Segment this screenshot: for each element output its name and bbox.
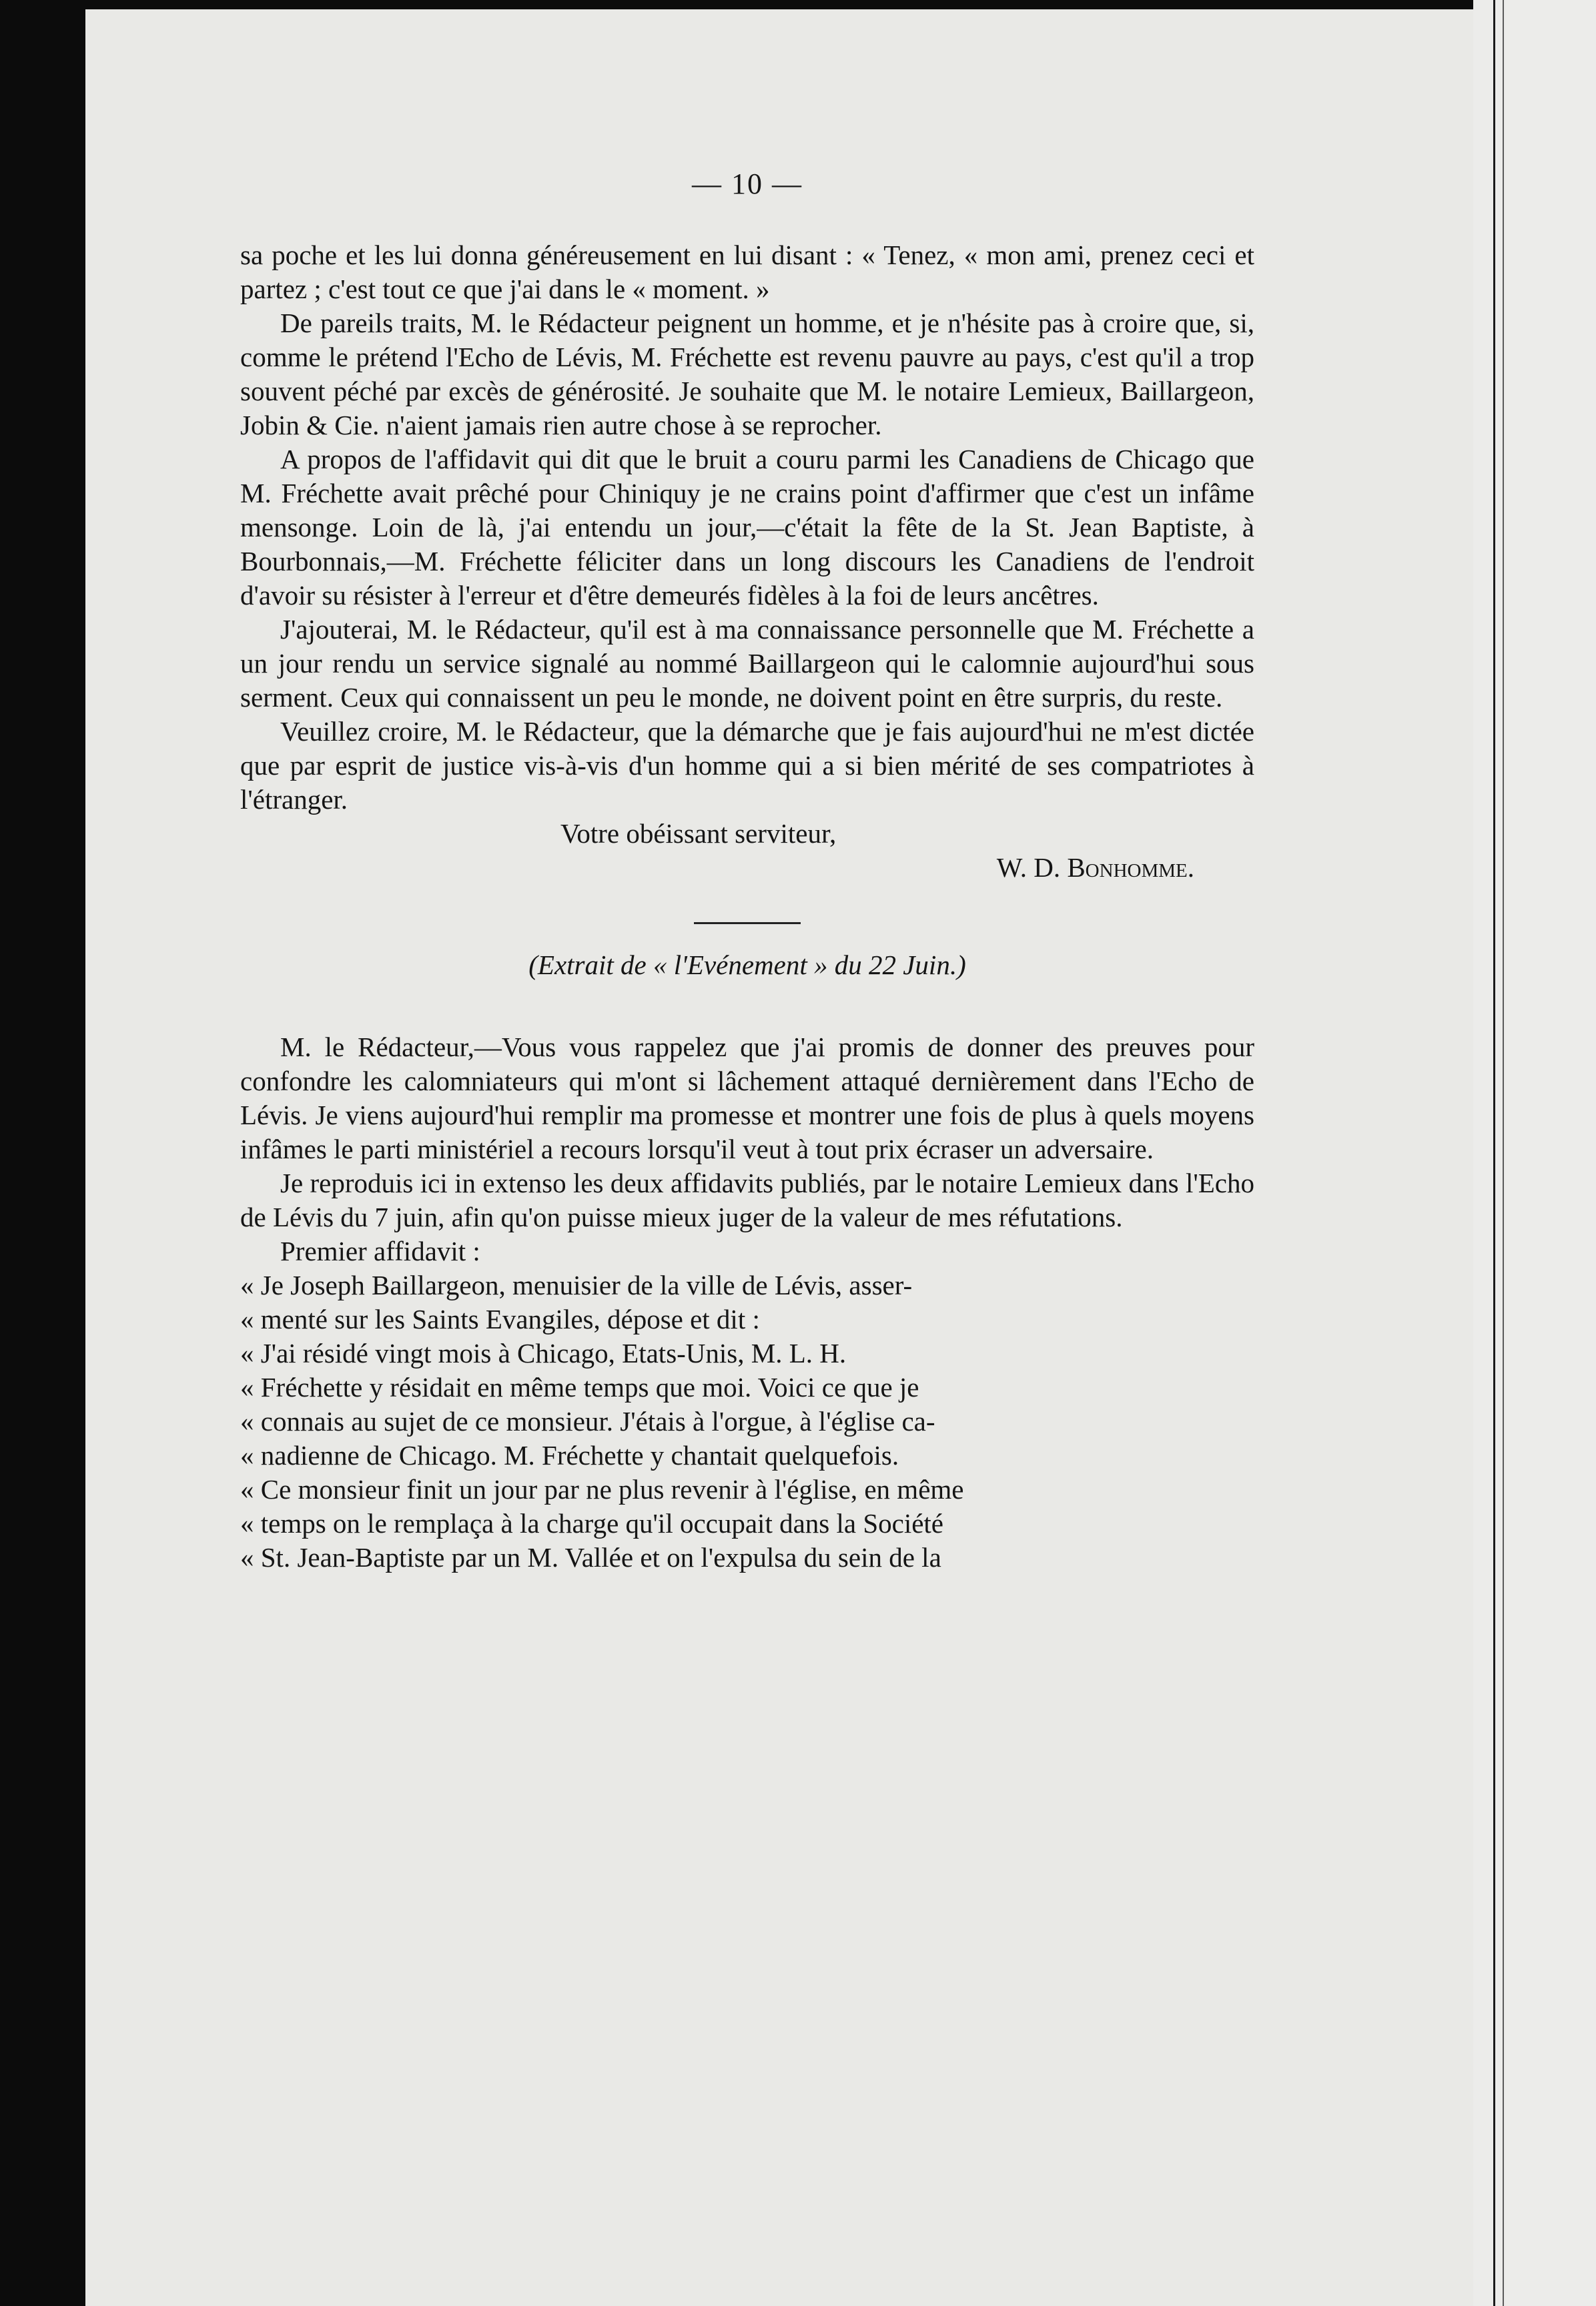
source-note: (Extrait de « l'Evénement » du 22 Juin.) xyxy=(528,949,966,980)
section-divider xyxy=(694,922,801,924)
affidavit-quote xyxy=(240,1268,1254,1575)
page-number: — 10 — xyxy=(692,167,803,200)
quote-line: « J'ai résidé vingt mois à Chicago, Etats-Unis, M. L. H. xyxy=(240,1338,847,1369)
quote-line: « temps on le remplaça à la charge qu'il occupait dans la Société xyxy=(240,1508,944,1539)
signature: W. D. Bonhomme. xyxy=(996,852,1194,883)
paragraph: sa poche et les lui donna généreusement en lui disant : « Tenez, « mon ami, prenez ceci et partez ; c'est tout ce que j'ai dans le « moment. » xyxy=(240,240,1254,304)
quote-line: « Je Joseph Baillargeon, menuisier de la ville de Lévis, asser- xyxy=(240,1270,913,1300)
quote-line: « nadienne de Chicago. M. Fréchette y chantait quelquefois. xyxy=(240,1440,899,1471)
paragraph: De pareils traits, M. le Rédacteur peignent un homme, et je n'hésite pas à croire que, si, comme le prétend l'Echo de Lévis, M. Fréchette est revenu pauvre au pays, c'est qu'il a trop souvent péché par excès de générosité. Je souhaite que M. le notaire Lemieux, Baillargeon, Jobin & Cie. n'aient jamais rien autre chose à se reprocher. xyxy=(240,308,1254,440)
page-text xyxy=(240,167,1254,1575)
page-fold-line xyxy=(1493,0,1495,2306)
paragraph: A propos de l'affidavit qui dit que le bruit a couru parmi les Canadiens de Chicago que M. Fréchette avait prêché pour Chiniquy je ne crains point d'affirmer que c'est un infâme mensonge. Loin de là, j'ai entendu un jour,—c'était la fête de la St. Jean Baptiste, à Bourbonnais,—M. Fréchette féliciter dans un long discours les Canadiens de l'endroit d'avoir su résister à l'erreur et d'être demeurés fidèles à la foi de leurs ancêtres. xyxy=(240,444,1254,611)
paragraph: Je reproduis ici in extenso les deux affidavits publiés, par le notaire Lemieux dans l'Echo de Lévis du 7 juin, afin qu'on puisse mieux juger de la valeur de mes réfutations. xyxy=(240,1168,1254,1232)
quote-line: « Ce monsieur finit un jour par ne plus revenir à l'église, en même xyxy=(240,1474,964,1505)
paragraph: Premier affidavit : xyxy=(280,1236,480,1266)
paragraph: M. le Rédacteur,—Vous vous rappelez que j'ai promis de donner des preuves pour confondre les calomniateurs qui m'ont si lâchement attaqué dernièrement dans l'Echo de Lévis. Je viens aujourd'hui remplir ma promesse et montrer une fois de plus à quels moyens infâmes le parti ministériel a recours lorsqu'il veut à tout prix écraser un adversaire. xyxy=(240,1032,1254,1164)
paragraph: Veuillez croire, M. le Rédacteur, que la démarche que je fais aujourd'hui ne m'est dictée que par esprit de justice vis-à-vis d'un homme qui a si bien mérité de ses compatriotes à l'étranger. xyxy=(240,716,1254,815)
quote-line: « menté sur les Saints Evangiles, dépose et dit : xyxy=(240,1304,760,1334)
quote-line: « connais au sujet de ce monsieur. J'étais à l'orgue, à l'église ca- xyxy=(240,1406,935,1437)
adjacent-page-edge xyxy=(1473,0,1596,2306)
page-fold-shadow xyxy=(1503,0,1504,2306)
quote-line: « Fréchette y résidait en même temps que moi. Voici ce que je xyxy=(240,1372,919,1403)
paragraph: J'ajouterai, M. le Rédacteur, qu'il est à ma connaissance personnelle que M. Fréchette a un jour rendu un service signalé au nommé Baillargeon qui le calomnie aujourd'hui sous serment. Ceux qui connaissent un peu le monde, ne doivent point en être surpris, du reste. xyxy=(240,614,1254,713)
closing-line: Votre obéissant serviteur, xyxy=(560,818,837,849)
quote-line: « St. Jean-Baptiste par un M. Vallée et on l'expulsa du sein de la xyxy=(240,1542,941,1573)
